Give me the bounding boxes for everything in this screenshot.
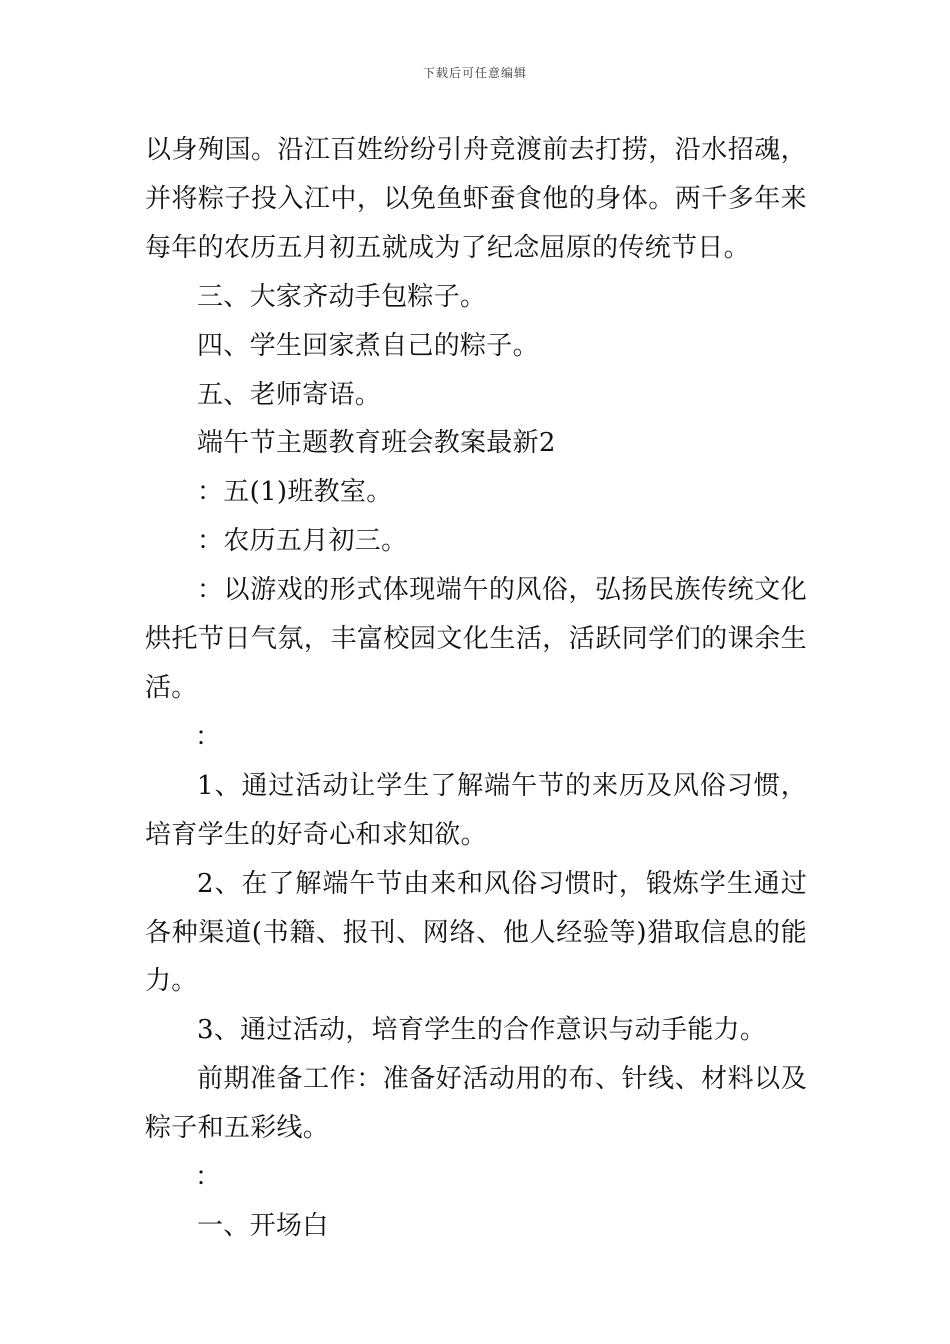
document-body: [145, 126, 807, 1251]
paragraph-2: 三、大家齐动手包粽子。: [197, 281, 487, 312]
paragraph-goal-3: 3、通过活动，培育学生的合作意识与动手能力。: [197, 1015, 767, 1046]
paragraph-date: ：农历五月初三。: [197, 526, 408, 557]
page-header: 下载后可任意编辑: [422, 66, 527, 80]
section-title: 端午节主题教育班会教案最新2: [197, 428, 556, 459]
paragraph-1: 以身殉国。沿江百姓纷纷引舟竞渡前去打捞，沿水招魂，并将粽子投入江中，以免鱼虾蚕食他的身体。两千多年来每年的农历五月初五就成为了纪念屈原的传统节日。: [145, 135, 807, 263]
paragraph-preparation: 前期准备工作：准备好活动用的布、针线、材料以及粽子和五彩线。: [145, 1064, 807, 1144]
paragraph-location: ：五(1)班教室。: [197, 477, 393, 508]
paragraph-purpose: ：以游戏的形式体现端午的风俗，弘扬民族传统文化烘托节日气氛，丰富校园文化生活，活跃同学们的课余生活。: [145, 575, 807, 703]
paragraph-4: 五、老师寄语。: [197, 379, 382, 410]
paragraph-opening: 一、开场白: [197, 1210, 329, 1241]
paragraph-goal-1: 1、通过活动让学生了解端午节的来历及风俗习惯，培育学生的好奇心和求知欲。: [145, 770, 807, 850]
paragraph-3: 四、学生回家煮自己的粽子。: [197, 330, 539, 361]
paragraph-colon-2: ：: [195, 1162, 222, 1193]
paragraph-colon-1: ：: [195, 721, 222, 752]
paragraph-goal-2: 2、在了解端午节由来和风俗习惯时，锻炼学生通过各种渠道(书籍、报刊、网络、他人经验等)猎取信息的能力。: [145, 868, 807, 997]
